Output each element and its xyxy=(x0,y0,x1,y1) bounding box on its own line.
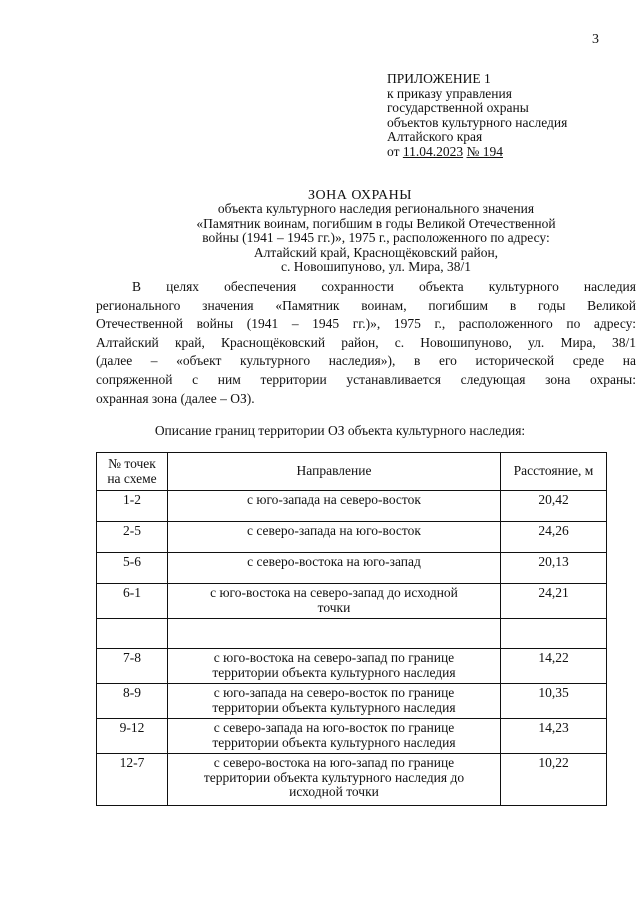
boundary-table xyxy=(96,452,607,806)
cell-direction: с юго-востока на северо-запад до исходной точки xyxy=(168,584,501,619)
paragraph-line: В целях обеспечения сохранности объекта культурного наследия xyxy=(132,279,636,294)
paragraph-line: сопряженной с ним территории устанавливается следующая зона охраны: xyxy=(96,371,636,387)
zone-title: ЗОНА ОХРАНЫ xyxy=(308,188,412,203)
cell-distance: 20,13 xyxy=(501,553,607,584)
paragraph-line: Отечественной войны (1941 – 1945 гг.)», 1975 г., расположенного по адресу: xyxy=(96,316,636,332)
cell-direction: с северо-запада на юго-восток xyxy=(168,522,501,553)
cell-points: 12-7 xyxy=(97,754,168,806)
paragraph-line: регионального значения «Памятник воинам, погибшим в годы Великой xyxy=(96,297,636,313)
header-distance: Расстояние, м xyxy=(501,453,607,491)
order-number: № 194 xyxy=(466,143,503,159)
table-row-empty xyxy=(97,619,607,649)
paragraph-line: охранная зона (далее – ОЗ). xyxy=(96,390,255,406)
cell-points: 1-2 xyxy=(97,491,168,522)
cell-direction: с северо-востока на юго-запад xyxy=(168,553,501,584)
zone-subtitle-line: Алтайский край, Краснощёковский район, xyxy=(253,244,499,260)
cell-distance: 14,23 xyxy=(501,719,607,754)
table-row xyxy=(97,553,607,584)
header-direction: Направление xyxy=(168,453,501,491)
appendix-line: объектов культурного наследия xyxy=(387,114,568,130)
body-paragraph xyxy=(96,278,636,408)
cell-distance xyxy=(501,619,607,649)
cell-distance: 20,42 xyxy=(501,491,607,522)
appendix-block xyxy=(387,72,627,159)
cell-direction xyxy=(168,619,501,649)
table-caption: Описание границ территории ОЗ объекта культурного наследия: xyxy=(154,423,526,438)
paragraph-line: (далее – «объект культурного наследия»), в его исторической среде на xyxy=(96,353,636,369)
cell-distance: 10,35 xyxy=(501,684,607,719)
table-row xyxy=(97,491,607,522)
appendix-line: Алтайского края xyxy=(387,129,483,144)
cell-distance: 14,22 xyxy=(501,649,607,684)
cell-direction: с юго-запада на северо-восток xyxy=(168,491,501,522)
cell-direction: с северо-востока на юго-запад по границе территории объекта культурного наследия до исходной точки xyxy=(168,754,501,806)
table-header-row xyxy=(97,453,607,491)
zone-subtitle xyxy=(96,202,640,275)
cell-distance: 24,26 xyxy=(501,522,607,553)
cell-points xyxy=(97,619,168,649)
order-date: 11.04.2023 xyxy=(402,143,464,159)
zone-subtitle-line: с. Новошипуново, ул. Мира, 38/1 xyxy=(281,259,471,274)
zone-subtitle-line: «Памятник воинам, погибшим в годы Великой Отечественной xyxy=(196,215,556,231)
cell-distance: 10,22 xyxy=(501,754,607,806)
appendix-line: государственной охраны xyxy=(387,100,529,115)
cell-points: 6-1 xyxy=(97,584,168,619)
date-prefix: от xyxy=(387,143,400,159)
zone-subtitle-line: объекта культурного наследия регионального значения xyxy=(217,201,535,216)
page-number: 3 xyxy=(592,32,599,47)
cell-points: 2-5 xyxy=(97,522,168,553)
cell-points: 9-12 xyxy=(97,719,168,754)
table-row xyxy=(97,684,607,719)
header-points: № точек на схеме xyxy=(97,453,168,491)
appendix-date-line xyxy=(387,145,627,160)
zone-subtitle-line: войны (1941 – 1945 гг.)», 1975 г., расположенного по адресу: xyxy=(202,230,550,245)
cell-points: 5-6 xyxy=(97,553,168,584)
table-row xyxy=(97,584,607,619)
table-row xyxy=(97,522,607,553)
appendix-line: к приказу управления xyxy=(387,85,512,101)
cell-direction: с юго-востока на северо-запад по границе территории объекта культурного наследия xyxy=(168,649,501,684)
table-row xyxy=(97,719,607,754)
table-row xyxy=(97,754,607,806)
cell-direction: с северо-запада на юго-восток по границе территории объекта культурного наследия xyxy=(168,719,501,754)
cell-points: 8-9 xyxy=(97,684,168,719)
cell-direction: с юго-запада на северо-восток по границе территории объекта культурного наследия xyxy=(168,684,501,719)
paragraph-line: Алтайский край, Краснощёковский район, с. Новошипуново, ул. Мира, 38/1 xyxy=(96,334,636,350)
appendix-title: ПРИЛОЖЕНИЕ 1 xyxy=(387,71,491,86)
table-row xyxy=(97,649,607,684)
cell-distance: 24,21 xyxy=(501,584,607,619)
cell-points: 7-8 xyxy=(97,649,168,684)
